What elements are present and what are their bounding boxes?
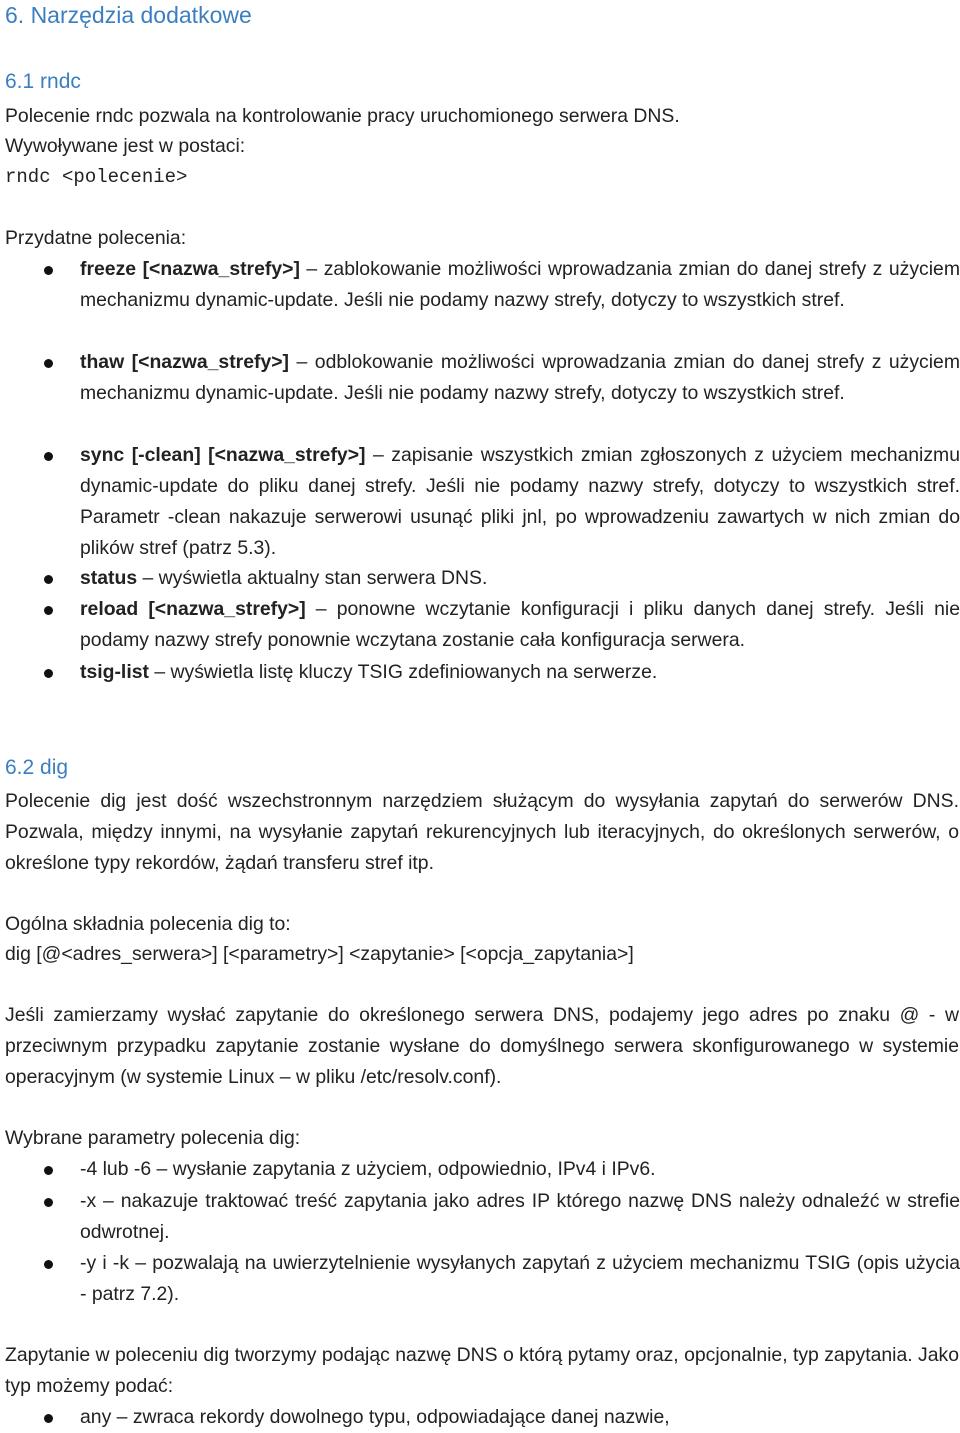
- dig-params-label: Wybrane parametry polecenia dig:: [5, 1127, 301, 1149]
- bullet-icon: [44, 575, 53, 584]
- dig-heading: 6.2 dig: [5, 756, 69, 779]
- dig-server-paragraph: Jeśli zamierzamy wysłać zapytanie do określonego serwera DNS, podajemy jego adres po znaku @ - w przeciwnym przypadku zapytanie zostanie wysłane do domyślnego serwera skonfigurowanego w systemie operacyjnym (w systemie Linux – w pliku /etc/resolv.conf).: [5, 1004, 959, 1088]
- rndc-heading: 6.1 rndc: [5, 70, 81, 93]
- list-item: -x – nakazuje traktować treść zapytania jako adres IP którego nazwę DNS należy odnaleźć w strefie odwrotnej.: [80, 1190, 960, 1243]
- list-item: any – zwraca rekordy dowolnego typu, odpowiadające danej nazwie,: [80, 1406, 670, 1428]
- bullet-icon: [44, 359, 53, 368]
- list-item: -4 lub -6 – wysłanie zapytania z użyciem, odpowiednio, IPv4 i IPv6.: [80, 1158, 656, 1180]
- list-item: reload [<nazwa_strefy>] – ponowne wczytanie konfiguracji i pliku danych danej strefy. Jeśli nie podamy nazwy strefy ponownie wczytana zostanie cała konfiguracja serwera.: [80, 598, 960, 651]
- bullet-icon: [44, 1260, 53, 1269]
- dig-syntax-label: Ogólna składnia polecenia dig to:: [5, 913, 291, 935]
- bullet-icon: [44, 1198, 53, 1207]
- bullet-icon: [44, 669, 53, 678]
- bullet-icon: [44, 606, 53, 615]
- bullet-icon: [44, 1414, 53, 1423]
- list-item: thaw [<nazwa_strefy>] – odblokowanie możliwości wprowadzania zmian do danej strefy z użyciem mechanizmu dynamic-update. Jeśli nie podamy nazwy strefy, dotyczy to wszystkich stref.: [80, 351, 960, 404]
- bullet-icon: [44, 266, 53, 275]
- dig-syntax: dig [@<adres_serwera>] [<parametry>] <zapytanie> [<opcja_zapytania>]: [5, 943, 634, 965]
- list-item: status – wyświetla aktualny stan serwera DNS.: [80, 567, 488, 589]
- dig-query-paragraph: Zapytanie w poleceniu dig tworzymy podając nazwę DNS o którą pytamy oraz, opcjonalnie, typ zapytania. Jako typ możemy podać:: [5, 1344, 959, 1397]
- rndc-syntax: rndc <polecenie>: [5, 166, 188, 188]
- section-title: 6. Narzędzia dodatkowe: [5, 2, 252, 28]
- list-item: tsig-list – wyświetla listę kluczy TSIG zdefiniowanych na serwerze.: [80, 661, 658, 683]
- list-item: -y i -k – pozwalają na uwierzytelnienie wysyłanych zapytań z użyciem mechanizmu TSIG (opis użycia - patrz 7.2).: [80, 1252, 960, 1305]
- bullet-icon: [44, 1166, 53, 1175]
- bullet-icon: [44, 452, 53, 461]
- rndc-intro-1: Polecenie rndc pozwala na kontrolowanie pracy uruchomionego serwera DNS.: [5, 105, 680, 127]
- dig-intro: Polecenie dig jest dość wszechstronnym narzędziem służącym do wysyłania zapytań do serwerów DNS. Pozwala, między innymi, na wysyłanie zapytań rekurencyjnych lub iteracyjnych, do określonych serwerów, o określone typy rekordów, żądań transferu stref itp.: [5, 790, 959, 874]
- list-item: freeze [<nazwa_strefy>] – zablokowanie możliwości wprowadzania zmian do danej strefy z użyciem mechanizmu dynamic-update. Jeśli nie podamy nazwy strefy, dotyczy to wszystkich stref.: [80, 258, 960, 311]
- rndc-intro-2: Wywoływane jest w postaci:: [5, 135, 246, 157]
- rndc-useful-label: Przydatne polecenia:: [5, 227, 187, 249]
- list-item: sync [-clean] [<nazwa_strefy>] – zapisanie wszystkich zmian zgłoszonych z użyciem mechanizmu dynamic-update do pliku danej strefy. Jeśli nie podamy nazwy strefy, dotyczy to wszystkich stref. Parametr -clean nakazuje serwerowi usunąć pliki jnl, po wprowadzeniu zawartych w nich zmian do plików stref (patrz 5.3).: [80, 444, 960, 559]
